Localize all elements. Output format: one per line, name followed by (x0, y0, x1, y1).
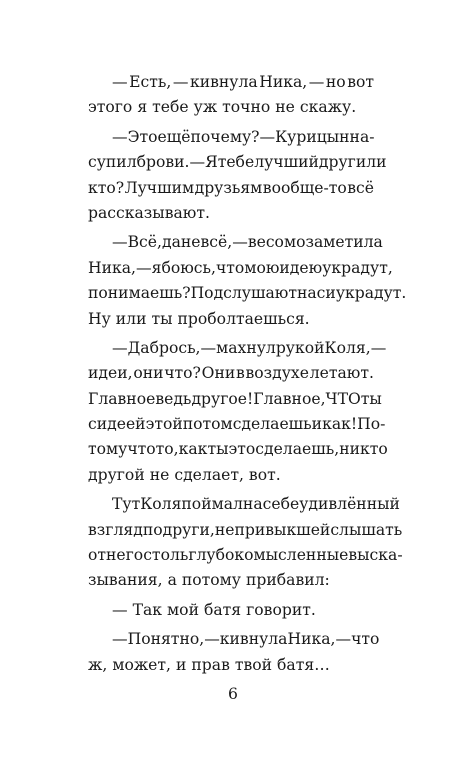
text-line: зывания, а потому прибавил: (88, 571, 330, 590)
text-line: другой не сделает, вот. (88, 465, 281, 484)
text-line: — Так мой батя говорит. (112, 600, 316, 619)
text-line: Главное ведь другое! Главное, ЧТО ты (88, 389, 382, 408)
text-line: — Всё, да не всё, — весомо заметила (112, 233, 383, 252)
text-line: — Есть, — кивнула Ника, — но вот (112, 73, 374, 91)
text-line: рассказывают. (88, 203, 210, 222)
body-text (88, 70, 407, 682)
text-line: Ника, — я боюсь, что мою идею украдут, (88, 258, 393, 277)
text-line: тому что то, как ты это сделаешь, никто (88, 440, 388, 459)
text-line: понимаешь? Подслушают нас и украдут. (88, 284, 407, 303)
text-line: кто? Лучшим друзьям вообще-то всё (88, 178, 374, 197)
text-line: с идеей этой потом сделаешь и как! По- (88, 415, 386, 434)
paragraph (88, 230, 407, 332)
text-line: — Да брось, — махнул рукой Коля, — (112, 338, 387, 357)
paragraph (88, 492, 403, 594)
text-line: Ну или ты проболтаешься. (88, 309, 310, 328)
text-line: — Понятно, — кивнула Ника, — что (112, 630, 380, 649)
text-line: взгляд подруги, не привыкшей слышать (88, 520, 403, 539)
text-line: — Это ещё почему? — Курицын на- (112, 127, 375, 146)
text-line: супил брови. — Я тебе лучший друг или (88, 153, 387, 172)
paragraph (88, 70, 374, 121)
text-line: этого я тебе уж точно не скажу. (88, 98, 357, 117)
paragraph (88, 627, 380, 678)
text-line: идеи, они что? Они в воздухе летают. (88, 364, 374, 383)
page-number: 6 (228, 685, 238, 703)
text-line: Тут Коля поймал на себе удивлённый (112, 495, 400, 514)
paragraph (88, 125, 387, 227)
text-line: ж, может, и прав твой батя… (88, 655, 330, 674)
paragraph (88, 336, 388, 488)
text-line: от него столь глубокомысленные выска- (88, 546, 403, 565)
paragraph (88, 598, 374, 623)
